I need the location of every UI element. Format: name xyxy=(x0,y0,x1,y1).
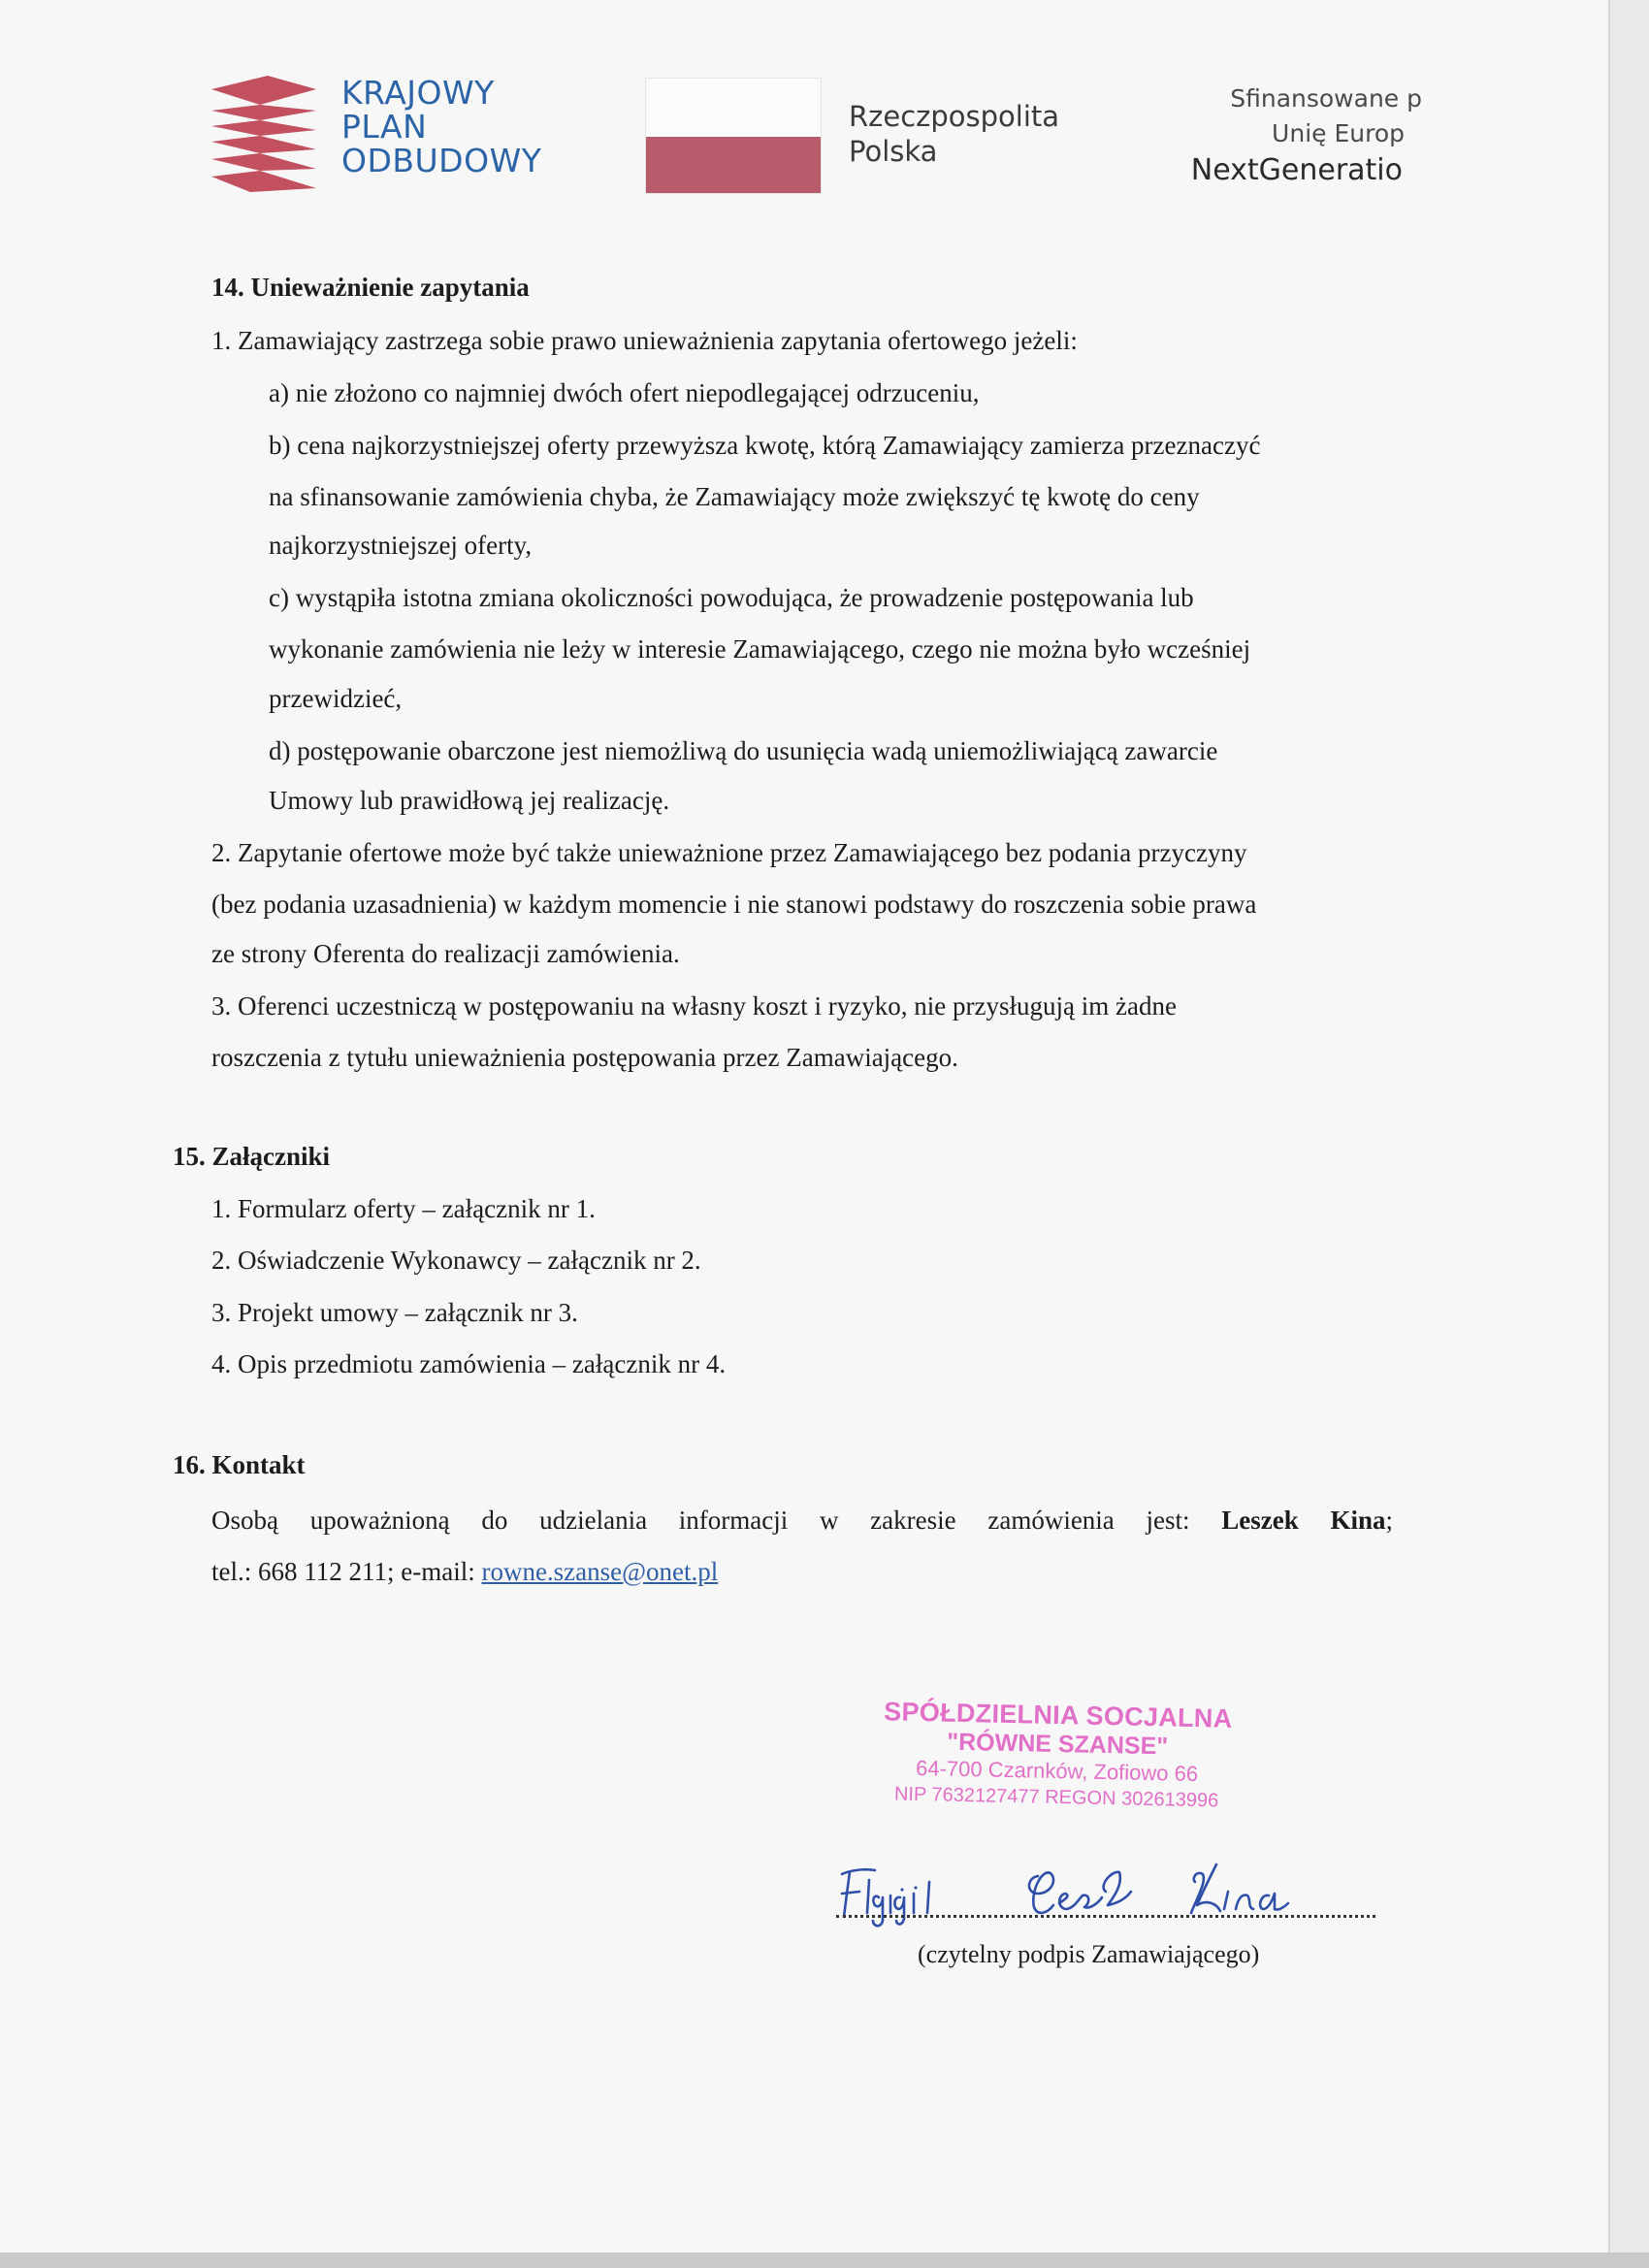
signature-dotted-line xyxy=(836,1915,1375,1918)
section-14-item-d: d) postępowanie obarczone jest niemożliwą do usunięcia wadą uniemożliwiającą zawarcie xyxy=(269,736,1218,765)
kpo-logo-line: KRAJOWY xyxy=(341,74,495,112)
attachment-item: 4. Opis przedmiotu zamówienia – załącznik nr 4. xyxy=(211,1349,727,1378)
kpo-logo-line: PLAN xyxy=(341,108,428,146)
contact-person-name: Leszek Kina xyxy=(1221,1506,1386,1535)
contact-line-2 xyxy=(211,1555,718,1588)
rp-logo-line: Polska xyxy=(849,135,938,168)
rp-logo xyxy=(645,78,1059,194)
eu-logo-line: Sfinansowane p xyxy=(1230,84,1422,113)
section-14-item-c: wykonanie zamówienia nie leży w interesie Zamawiającego, czego nie można było wcześniej xyxy=(269,634,1251,664)
company-stamp xyxy=(853,1696,1262,1815)
handwritten-signature xyxy=(836,1861,1379,1928)
signature-caption: (czytelny podpis Zamawiającego) xyxy=(918,1940,1260,1968)
eu-logo-text xyxy=(1116,81,1422,198)
stamp-line: NIP 7632127477 REGON 302613996 xyxy=(893,1783,1219,1812)
section-16-title: 16. Kontakt xyxy=(173,1450,306,1479)
kpo-logo-mark-icon xyxy=(211,76,316,192)
scan-bottom-edge xyxy=(0,2252,1649,2268)
kpo-logo-text xyxy=(341,76,541,178)
section-14-item-b: najkorzystniejszej oferty, xyxy=(269,531,533,560)
section-14-item-c: c) wystąpiła istotna zmiana okoliczności powodująca, że prowadzenie postępowania lub xyxy=(269,583,1194,612)
contact-line-1 xyxy=(211,1504,1393,1537)
section-14-paragraph-3: roszczenia z tytułu unieważnienia postępowania przez Zamawiającego. xyxy=(211,1043,958,1072)
section-14-item-b: b) cena najkorzystniejszej oferty przewyższa kwotę, którą Zamawiający zamierza przeznaczyć xyxy=(269,431,1261,460)
stamp-line: 64-700 Czarnków, Zofiowo 66 xyxy=(915,1755,1199,1787)
contact-separator: ; xyxy=(1385,1506,1393,1535)
eu-logo-line: NextGeneratio xyxy=(1190,153,1403,187)
attachment-item: 1. Formularz oferty – załącznik nr 1. xyxy=(211,1194,596,1223)
rp-logo-line: Rzeczpospolita xyxy=(849,100,1060,133)
stamp-line: SPÓŁDZIELNIA SOCJALNA xyxy=(883,1697,1233,1733)
kpo-logo-line: ODBUDOWY xyxy=(341,142,542,179)
kpo-logo xyxy=(211,76,541,192)
contact-phone-text: tel.: 668 112 211; e-mail: xyxy=(211,1557,482,1586)
polish-flag-icon xyxy=(645,78,822,194)
contact-email-link[interactable]: rowne.szanse@onet.pl xyxy=(481,1557,719,1586)
section-14-item-d: Umowy lub prawidłową jej realizację. xyxy=(269,786,670,815)
eu-logo-line: Unię Europ xyxy=(1272,119,1405,147)
attachment-item: 3. Projekt umowy – załącznik nr 3. xyxy=(211,1298,578,1327)
section-14-item-c: przewidzieć, xyxy=(269,684,403,713)
section-14-paragraph-2: ze strony Oferenta do realizacji zamówienia. xyxy=(211,939,680,968)
section-14-paragraph-2: 2. Zapytanie ofertowe może być także unieważnione przez Zamawiającego bez podania przyczyny xyxy=(211,838,1247,867)
stamp-line: "RÓWNE SZANSE" xyxy=(947,1728,1169,1761)
section-15-title: 15. Załączniki xyxy=(173,1142,331,1171)
rp-logo-text xyxy=(849,99,1059,169)
section-14-title: 14. Unieważnienie zapytania xyxy=(211,273,530,302)
section-14-paragraph-2: (bez podania uzasadnienia) w każdym momencie i nie stanowi podstawy do roszczenia sobie prawa xyxy=(211,890,1257,919)
section-14-item-a: a) nie złożono co najmniej dwóch ofert niepodlegającej odrzuceniu, xyxy=(269,378,980,407)
section-14-item-b: na sfinansowanie zamówienia chyba, że Zamawiający może zwiększyć tę kwotę do ceny xyxy=(269,482,1200,511)
contact-intro-text: Osobą upoważnioną do udzielania informacji w zakresie zamówienia jest: xyxy=(211,1506,1222,1535)
section-14-paragraph-3: 3. Oferenci uczestniczą w postępowaniu na własny koszt i ryzyko, nie przysługują im żadne xyxy=(211,991,1177,1021)
section-14-paragraph-1: 1. Zamawiający zastrzega sobie prawo unieważnienia zapytania ofertowego jeżeli: xyxy=(211,326,1078,355)
attachment-item: 2. Oświadczenie Wykonawcy – załącznik nr 2. xyxy=(211,1246,701,1275)
